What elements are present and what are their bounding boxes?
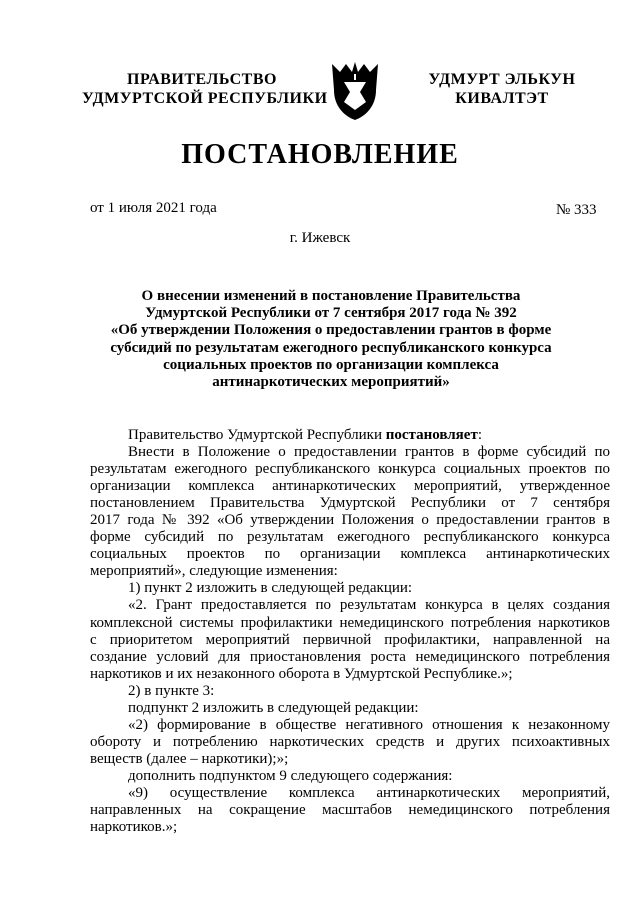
intro-colon: :	[477, 427, 482, 443]
body-line: Внести в Положение о предоставлении грантов в форме субсидий по	[128, 444, 610, 461]
heading-line: «Об утверждении Положения о предоставлении грантов в форме	[110, 322, 552, 339]
issuer-name-udmurt	[416, 70, 588, 108]
body-line: обороту и потреблению наркотических средств и других психоактивных	[90, 733, 610, 750]
body-line: наркотиков.»;	[90, 819, 178, 836]
issuer-udmurt-line-2: КИВАЛТЭТ	[455, 90, 549, 107]
heading-line: социальных проектов по организации комплекса	[163, 356, 499, 373]
body-line: направленных на сокращение масштабов немедицинского потребления	[90, 802, 610, 819]
body-line: «9) осуществление комплекса антинаркотических мероприятий,	[128, 784, 610, 801]
issuer-udmurt-line-1: УДМУРТ ЭЛЬКУН	[428, 71, 576, 88]
body-line: подпункт 2 изложить в следующей редакции:	[128, 699, 419, 716]
udmurt-republic-emblem-icon	[330, 60, 380, 122]
body-line: дополнить подпунктом 9 следующего содержания:	[128, 767, 453, 784]
body-line: организации комплекса антинаркотических мероприятий, утвержденное	[90, 478, 610, 495]
document-body	[90, 427, 610, 836]
body-line: мероприятий», следующие изменения:	[90, 563, 338, 580]
body-line: веществ (далее – наркотики);»;	[90, 750, 289, 767]
body-line: 2) в пункте 3:	[128, 682, 215, 699]
issuer-line-2: УДМУРТСКОЙ РЕСПУБЛИКИ	[82, 90, 328, 107]
body-line: результатам ежегодного республиканского конкурса социальных проектов по	[90, 461, 610, 478]
issuer-line-1: ПРАВИТЕЛЬСТВО	[127, 71, 277, 88]
body-line: 1) пункт 2 изложить в следующей редакции:	[128, 580, 413, 597]
body-line: создание условий для приостановления роста немедицинского потребления	[90, 648, 610, 665]
body-line: социальных проектов по организации комплекса антинаркотических	[90, 546, 610, 563]
body-line: комплексной системы профилактики немедицинского потребления наркотиков	[90, 614, 610, 631]
document-city: г. Ижевск	[289, 230, 351, 246]
body-line: 2017 года № 392 «Об утверждении Положения о предоставлении грантов в	[90, 512, 610, 529]
heading-line: О внесении изменений в постановление Правительства	[141, 288, 521, 304]
document-heading	[100, 288, 562, 391]
heading-line: антинаркотических мероприятий»	[212, 374, 450, 391]
intro-text: Правительство Удмуртской Республики	[128, 427, 386, 443]
body-line: «2. Грант предоставляется по результатам конкурса в целях создания	[128, 597, 610, 614]
document-title: ПОСТАНОВЛЕНИЕ	[181, 139, 459, 170]
heading-line: субсидий по результатам ежегодного республиканского конкурса	[110, 339, 552, 356]
document-date: от 1 июля 2021 года	[90, 200, 217, 216]
issuer-name-russian	[82, 70, 328, 108]
body-line: наркотиков и их незаконного оборота в Удмуртской Республике.»;	[90, 665, 513, 682]
heading-line: Удмуртской Республики от 7 сентября 2017 года № 392	[145, 305, 517, 322]
intro-line	[90, 427, 610, 444]
body-line: постановлением Правительства Удмуртской Республики от 7 сентября	[90, 495, 610, 512]
body-line: «2) формирование в обществе негативного отношения к незаконному	[128, 716, 610, 733]
body-line: форме субсидий по результатам ежегодного республиканского конкурса	[90, 529, 610, 546]
intro-verb: постановляет	[385, 427, 478, 443]
body-line: с приоритетом мероприятий первичной профилактики, направленной на	[90, 631, 610, 648]
document-number: № 333	[556, 202, 597, 218]
